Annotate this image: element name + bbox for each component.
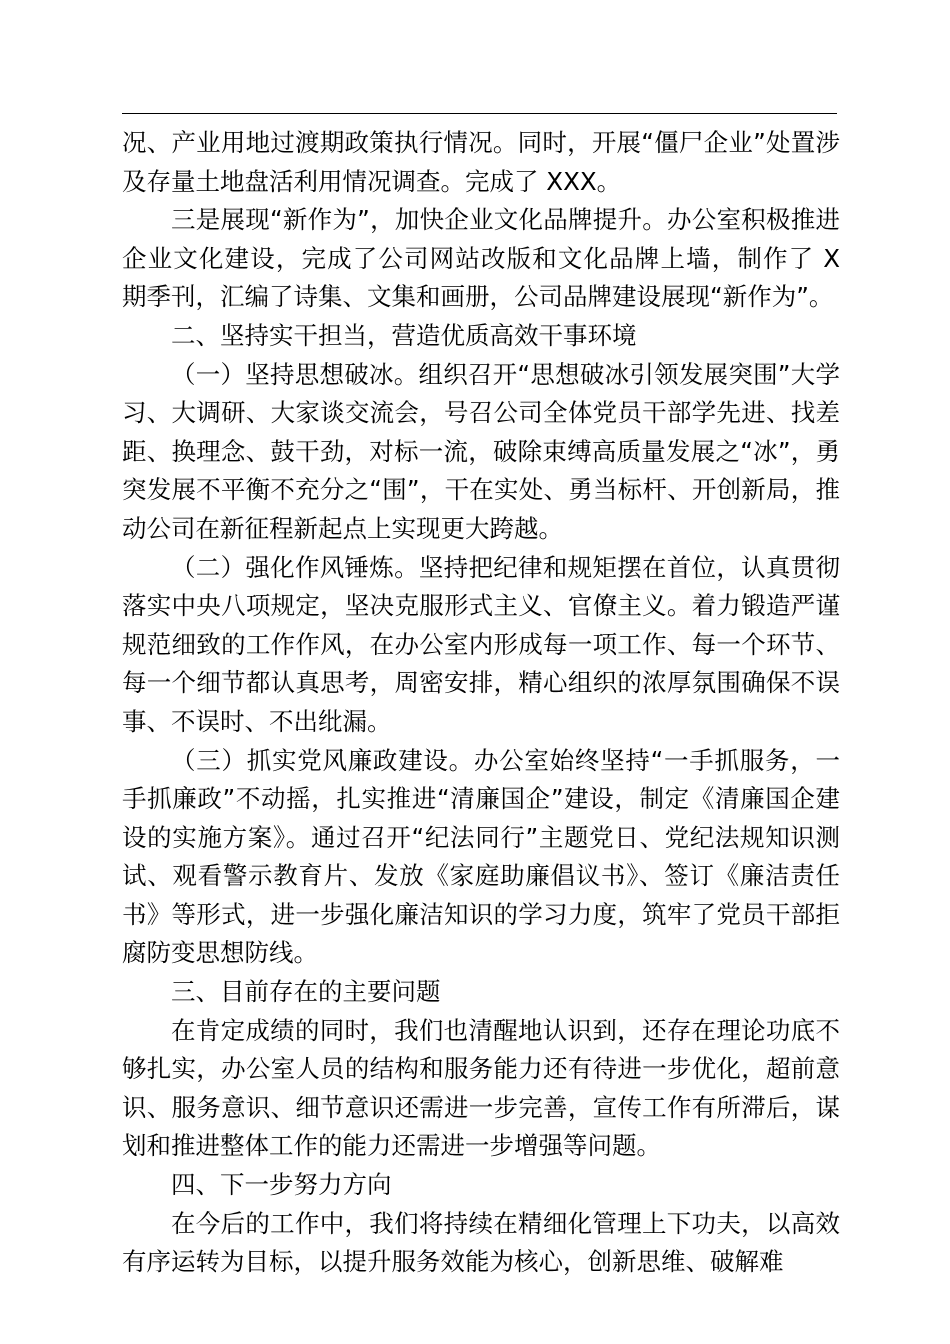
header-rule bbox=[122, 113, 837, 114]
document-body bbox=[122, 124, 840, 1282]
section-heading: 三、目前存在的主要问题 bbox=[171, 977, 441, 1007]
paragraph: 在今后的工作中，我们将持续在精细化管理上下功夫，以高效有序运转为目标，以提升服务效能为核心，创新思维、破解难 bbox=[122, 1208, 840, 1277]
section-heading: 二、坚持实干担当，营造优质高效干事环境 bbox=[171, 320, 637, 350]
paragraph: （一）坚持思想破冰。组织召开“思想破冰引领发展突围”大学习、大调研、大家谈交流会，号召公司全体党员干部学先进、找差距、换理念、鼓干劲，对标一流，破除束缚高质量发展之“冰”，勇突发展不平衡不充分之“围”，干在实处、勇当标杆、开创新局，推动公司在新征程新起点上实现更大跨越。 bbox=[122, 359, 840, 543]
section-heading: 四、下一步努力方向 bbox=[171, 1170, 392, 1200]
paragraph: 三是展现“新作为”，加快企业文化品牌提升。办公室积极推进企业文化建设，完成了公司网站改版和文化品牌上墙，制作了 X 期季刊，汇编了诗集、文集和画册，公司品牌建设展现“新作为”。 bbox=[122, 205, 840, 312]
paragraph: 在肯定成绩的同时，我们也清醒地认识到，还存在理论功底不够扎实，办公室人员的结构和服务能力还有待进一步优化，超前意识、服务意识、细节意识还需进一步完善，宣传工作有所滞后，谋划和推进整体工作的能力还需进一步增强等问题。 bbox=[122, 1015, 840, 1161]
paragraph: （三）抓实党风廉政建设。办公室始终坚持“一手抓服务，一手抓廉政”不动摇，扎实推进“清廉国企”建设，制定《清廉国企建设的实施方案》。通过召开“纪法同行”主题党日、党纪法规知识测试、观看警示教育片、发放《家庭助廉倡议书》、签订《廉洁责任书》等形式，进一步强化廉洁知识的学习力度，筑牢了党员干部拒腐防变思想防线。 bbox=[122, 745, 840, 968]
paragraph: （二）强化作风锤炼。坚持把纪律和规矩摆在首位，认真贯彻落实中央八项规定，坚决克服形式主义、官僚主义。着力锻造严谨规范细致的工作作风，在办公室内形成每一项工作、每一个环节、每一个细节都认真思考，周密安排，精心组织的浓厚氛围确保不误事、不误时、不出纰漏。 bbox=[122, 552, 840, 736]
paragraph: 况、产业用地过渡期政策执行情况。同时，开展“僵尸企业”处置涉及存量土地盘活利用情况调查。完成了 XXX。 bbox=[122, 128, 840, 196]
